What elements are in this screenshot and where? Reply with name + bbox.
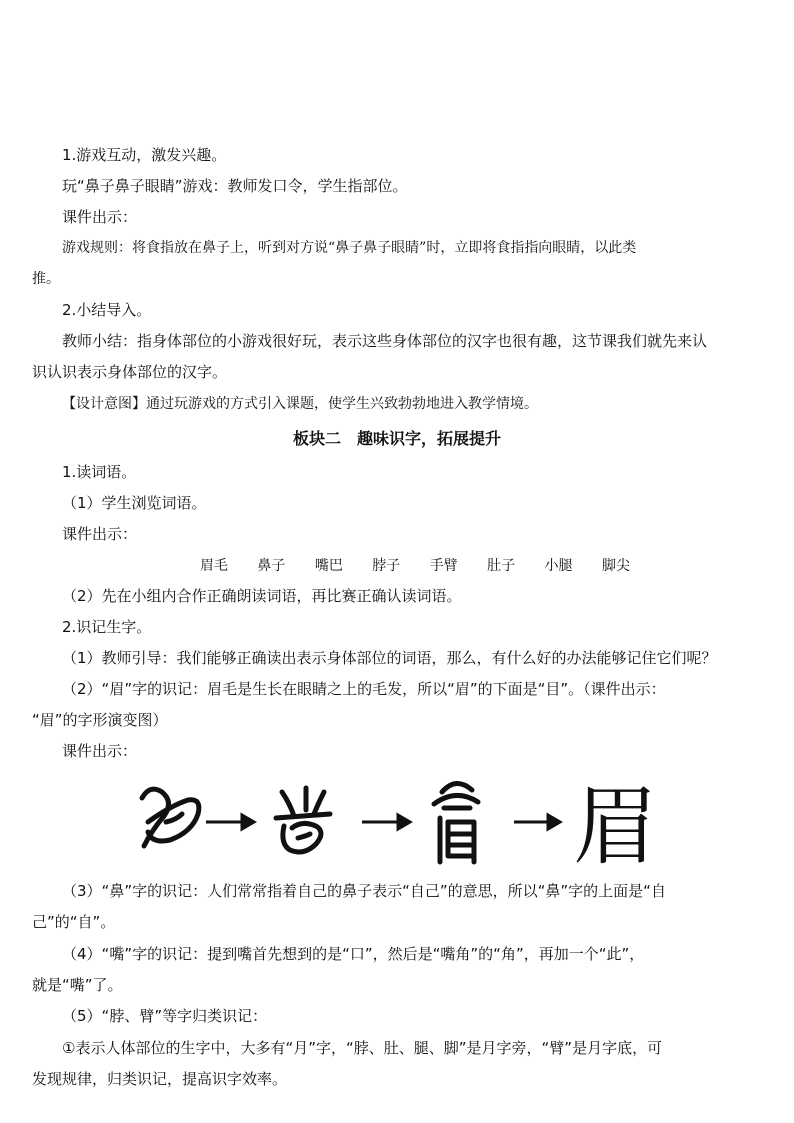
word-list xyxy=(200,555,630,577)
regular-script-glyph: 眉 xyxy=(573,777,659,870)
word-item: 肚子 xyxy=(487,558,516,574)
word-item: 鼻子 xyxy=(257,558,286,574)
word-item: 脖子 xyxy=(372,558,401,574)
game-description: 玩“鼻子鼻子眼睛”游戏：教师发口令，学生指部位。 xyxy=(62,177,408,195)
memorize-step2-line1: （2）“眉”字的识记：眉毛是生长在眼睛之上的毛发，所以“眉”的下面是“目”。（课件出示： xyxy=(62,680,666,698)
memorize-point1-line1: ①表示人体部位的生字中，大多有“月”字，“脖、肚、腿、脚”是月字旁，“臂”是月字底，可 xyxy=(62,1039,663,1057)
section-heading-game: 1.游戏互动，激发兴趣。 xyxy=(62,146,227,164)
reading-heading: 1.读词语。 xyxy=(62,463,137,481)
reading-courseware-label: 课件出示： xyxy=(62,525,138,543)
memorize-step1: （1）教师引导：我们能够正确读出表示身体部位的词语，那么，有什么好的办法能够记住它们呢？ xyxy=(62,649,717,667)
design-intent: 【设计意图】通过玩游戏的方式引入课题，使学生兴致勃勃地进入教学情境。 xyxy=(62,396,538,412)
word-item: 眉毛 xyxy=(200,558,228,574)
memorize-step4-line1: （4）“嘴”字的识记：提到嘴首先想到的是“口”，然后是“嘴角”的“角”，再加一个“此”， xyxy=(62,945,645,963)
word-item: 脚尖 xyxy=(601,558,630,574)
courseware-label: 课件出示： xyxy=(62,208,138,226)
arrow-icon xyxy=(514,815,560,829)
game-rule-line2: 推。 xyxy=(32,271,60,287)
teacher-summary-line2: 识认识表示身体部位的汉字。 xyxy=(32,363,228,381)
seal-script-glyph xyxy=(434,783,478,862)
bronze-glyph xyxy=(276,788,330,852)
memorize-step2-line2: “眉”的字形演变图） xyxy=(32,711,168,729)
word-item: 小腿 xyxy=(544,558,573,574)
memorize-step5: （5）“脖、臂”等字归类识记： xyxy=(62,1007,268,1025)
word-item: 手臂 xyxy=(429,558,458,574)
memorize-courseware-label: 课件出示： xyxy=(62,742,138,760)
memorize-step4-line2: 就是“嘴”了。 xyxy=(32,976,123,994)
memorize-step3-line1: （3）“鼻”字的识记：人们常常指着自己的鼻子表示“自己”的意思，所以“鼻”字的上面是“自 xyxy=(62,882,666,900)
character-evolution-diagram xyxy=(130,770,670,870)
teacher-summary-line1: 教师小结：指身体部位的小游戏很好玩，表示这些身体部位的汉字也很有趣，这节课我们就先来认 xyxy=(62,332,708,350)
arrow-icon xyxy=(206,815,254,829)
memorize-step3-line2: 己”的“自”。 xyxy=(32,913,116,931)
oracle-bone-glyph xyxy=(142,789,199,846)
memorize-point1-line2: 发现规律，归类识记，提高识字效率。 xyxy=(32,1070,288,1088)
game-rule-line1: 游戏规则：将食指放在鼻子上，听到对方说“鼻子鼻子眼睛”时，立即将食指指向眼睛，以此类 xyxy=(62,240,637,256)
word-item: 嘴巴 xyxy=(314,558,343,574)
reading-step2: （2）先在小组内合作正确朗读词语，再比赛正确认读词语。 xyxy=(62,587,462,605)
arrow-icon xyxy=(362,815,410,829)
reading-step1: （1）学生浏览词语。 xyxy=(62,494,207,512)
section-heading-summary: 2.小结导入。 xyxy=(62,301,152,319)
memorize-heading: 2.识记生字。 xyxy=(62,618,152,636)
block-title: 板块二 趣味识字，拓展提升 xyxy=(292,429,501,448)
